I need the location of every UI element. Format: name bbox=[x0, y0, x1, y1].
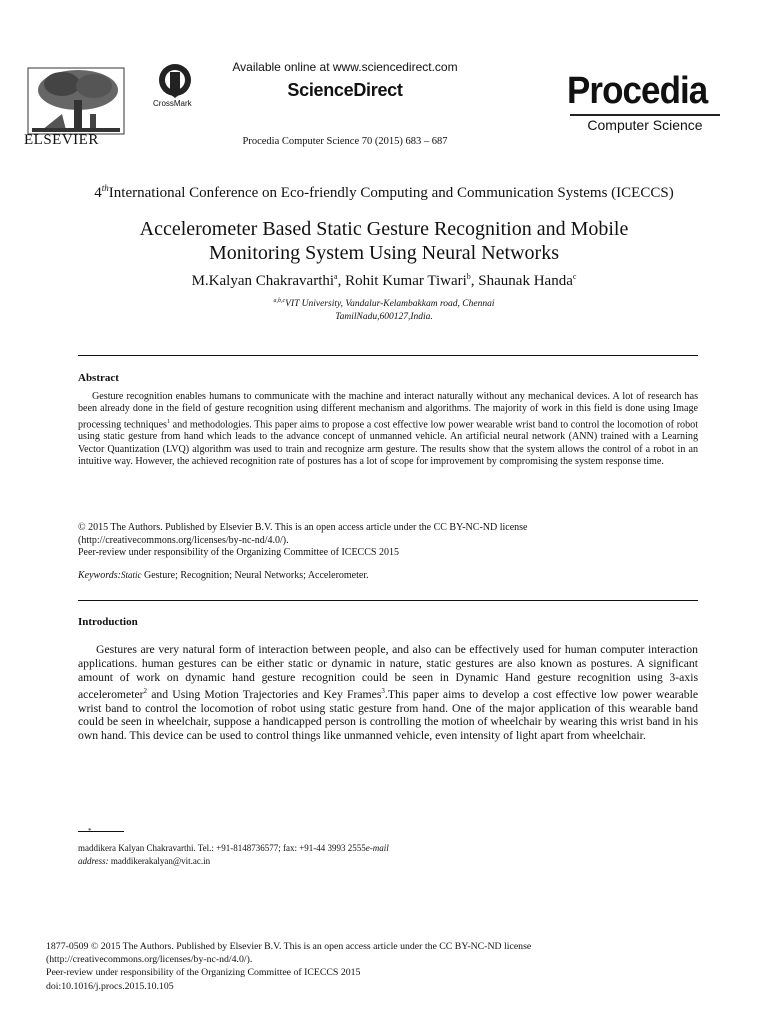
introduction-body bbox=[78, 643, 698, 743]
crossmark-label: CrossMark bbox=[153, 99, 192, 108]
author-name: Rohit Kumar Tiwari bbox=[345, 273, 467, 289]
intro-text: .This paper aims to develop a cost effective low power wearable wrist band to control the locomotion of robot using static gesture from hand. One of the major application of this wearable band could be seen in wheelchair, suppose a handicapped person is controlling the motion of wheelchair by wearing this wrist band in his own hand. This device can be used to control things like unmanned vehicle, even intensity of light apart from wheelchair. bbox=[78, 687, 699, 743]
author-sup: a bbox=[334, 272, 338, 281]
paper-title-line-1: Accelerometer Based Static Gesture Recognition and Mobile bbox=[139, 218, 629, 240]
footnote-email[interactable]: maddikerakalyan@vit.ac.in bbox=[108, 856, 211, 866]
footnote-marker: * bbox=[88, 827, 92, 835]
conference-ordinal: th bbox=[101, 183, 109, 193]
keyword-first: Static bbox=[120, 570, 142, 580]
keywords-label: Keywords: bbox=[78, 570, 121, 581]
citation-sup: 1 bbox=[166, 418, 170, 425]
peer-review-line: Peer-review under responsibility of the Organizing Committee of ICECCS 2015 bbox=[46, 967, 361, 979]
paper-title-line-2: Monitoring System Using Neural Networks bbox=[209, 242, 559, 264]
procedia-subtitle: Computer Science bbox=[587, 117, 703, 133]
author-list: M.Kalyan Chakravarthi$^a$, Rohit Kumar Tiwari$^b$, Shaunak Handa$^c$ bbox=[191, 272, 577, 289]
doi-line[interactable]: doi:10.1016/j.procs.2015.10.105 bbox=[46, 980, 174, 992]
footnote-line-2 bbox=[78, 855, 638, 868]
footnote-divider bbox=[78, 831, 124, 832]
conference-rest: International Conference on Eco-friendly Computing and Communication Systems (ICECCS) bbox=[108, 185, 674, 201]
footnote-contact: maddikera Kalyan Chakravarthi. Tel.: +91-8148736577; fax: +91-44 3993 2555 bbox=[78, 843, 366, 853]
procedia-wordmark: Procedia bbox=[567, 70, 708, 112]
license-link[interactable]: (http://creativecommons.org/licenses/by-nc-nd/4.0/). bbox=[78, 534, 289, 546]
affiliation-line-1 bbox=[40, 298, 728, 309]
journal-reference: Procedia Computer Science 70 (2015) 683 – 687 bbox=[242, 136, 448, 147]
available-online-text: Available online at www.sciencedirect.com bbox=[232, 60, 458, 74]
footnote-email-label: e-mail bbox=[365, 843, 389, 853]
citation-sup: 2 bbox=[143, 686, 148, 695]
abstract-body bbox=[78, 391, 698, 468]
procedia-divider bbox=[570, 114, 720, 116]
author-name: M.Kalyan Chakravarthi bbox=[191, 273, 335, 289]
author-name: Shaunak Handa bbox=[478, 273, 573, 289]
keyword-list: Gesture; Recognition; Neural Networks; Accelerometer. bbox=[141, 570, 369, 581]
affiliation-text: VIT University, Vandalur-Kelambakkam road, Chennai bbox=[285, 299, 495, 310]
conference-number: 4 bbox=[94, 185, 102, 201]
abstract-text: and methodologies. This paper aims to propose a cost effective low power wearable wrist band to control the locomotion of robot using static gesture from hand which leads to the advance concept of unmanned vehicle. An artificial neural network (ANN) trained with a Learning Vector Quantization (LVQ) algorithm was used to train and recognize arm gesture. The results show that the system allows the control of a robot in an intuitive way. However, the achieved recognition rate of postures has a lot of scope for improvement by compromising the system response time. bbox=[78, 418, 698, 467]
license-block bbox=[78, 522, 698, 560]
sciencedirect-wordmark[interactable]: ScienceDirect bbox=[287, 80, 403, 100]
introduction-heading: Introduction bbox=[78, 616, 138, 628]
conference-name bbox=[40, 183, 728, 202]
keywords-line bbox=[78, 570, 698, 581]
section-divider bbox=[78, 355, 698, 356]
abstract-text: Gesture recognition enables humans to communicate with the machine and interact naturally without any mechanical devices. A lot of research has been already done in the field of gesture recognition using different mechanism and algorithms. The majority of work in this field is done using Image processing techniques bbox=[78, 391, 698, 430]
issn-copyright-line: 1877-0509 © 2015 The Authors. Published by Elsevier B.V. This is an open access article under the CC BY-NC-ND license bbox=[46, 941, 532, 952]
author-sup: b bbox=[466, 272, 471, 281]
license-link[interactable]: (http://creativecommons.org/licenses/by-nc-nd/4.0/). bbox=[46, 954, 253, 966]
affiliation-sup: a,b,c bbox=[273, 298, 286, 304]
citation-sup: 3 bbox=[381, 686, 385, 695]
license-line: © 2015 The Authors. Published by Elsevier B.V. This is an open access article under the CC BY-NC-ND license bbox=[78, 522, 528, 533]
intro-text: Gestures are very natural form of interaction between people, and also can be effectively used for human computer interaction applications. human gestures can be either static or dynamic in nature, static gestures are also known as postures. A significant amount of work on dynamic hand gesture recognition could be seen in Dynamic Hand gesture recognition using 3-axis accelerometer bbox=[78, 643, 698, 701]
affiliation-line-2: TamilNadu,600127,India. bbox=[335, 312, 433, 322]
author-sup: c bbox=[572, 272, 577, 281]
footnote-address-label: address: bbox=[78, 856, 109, 866]
copyright-footer bbox=[46, 940, 726, 993]
footnote-line-1 bbox=[78, 842, 638, 855]
peer-review-line: Peer-review under responsibility of the Organizing Committee of ICECCS 2015 bbox=[78, 547, 399, 558]
elsevier-wordmark: ELSEVIER bbox=[24, 132, 99, 148]
abstract-heading: Abstract bbox=[78, 372, 119, 384]
intro-text: and Using Motion Trajectories and Key Frames bbox=[147, 687, 382, 701]
section-divider bbox=[78, 600, 698, 601]
corresponding-author-footnote bbox=[78, 842, 638, 868]
